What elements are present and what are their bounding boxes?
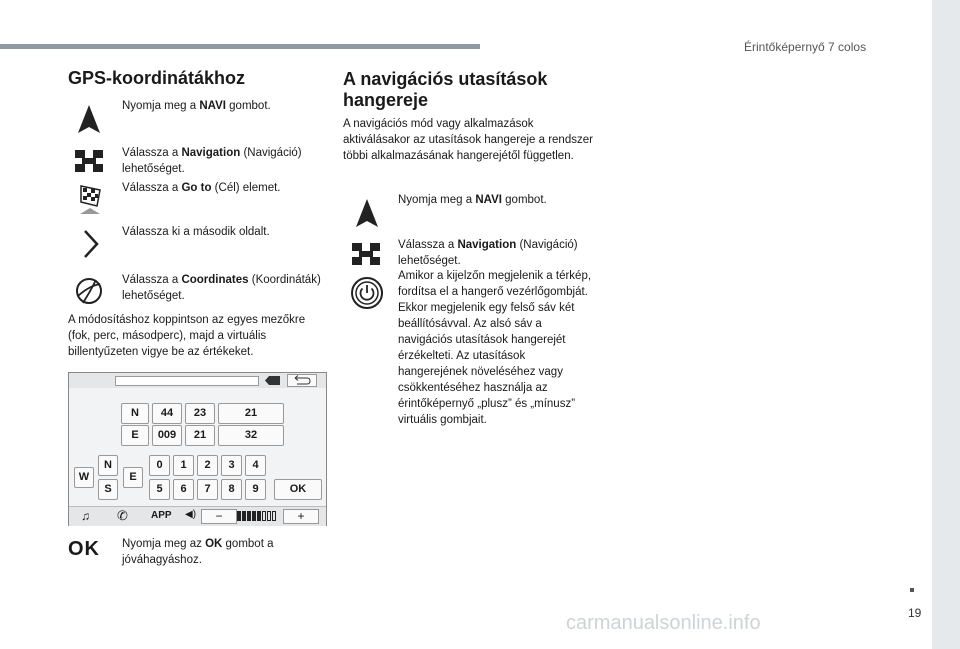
- digit-key[interactable]: 1: [173, 455, 194, 476]
- music-icon[interactable]: ♫: [81, 509, 90, 523]
- digit-key[interactable]: 7: [197, 479, 218, 500]
- return-icon: [287, 374, 317, 387]
- left-step-1: Nyomja meg a NAVI gombot.: [122, 100, 271, 112]
- right-heading: A navigációs utasítások hangereje: [343, 69, 548, 110]
- coord-e-direction[interactable]: E: [121, 425, 149, 446]
- left-step-3: Válassza a Go to (Cél) elemet.: [122, 182, 281, 194]
- right-power-text: Amikor a kijelzőn megjelenik a térkép, fordítsa el a hangerő vezérlőgombját. Ekkor megjelenik egy felső sáv két beállítósávval. Az alsó sáv a navigációs utasítások hangerejét érzékelteti. Az utasítások hangerejének növeléséhez vagy csökkentéséhez használja az érintőképernyő „plusz” és „mínusz” virtuális gombjait.: [398, 270, 592, 426]
- screen-top-bar: [69, 373, 326, 388]
- checkered-flag-icon: [78, 184, 104, 216]
- volume-plus-button[interactable]: +: [283, 509, 319, 524]
- coord-n-degrees[interactable]: 44: [152, 403, 182, 424]
- volume-icon: ◀): [185, 509, 197, 520]
- coord-e-minutes[interactable]: 21: [185, 425, 215, 446]
- left-paragraph: A módosításhoz koppintson az egyes mezőkre (fok, perc, másodperc), majd a virtuális billentyűzeten vigye be az értékeket.: [68, 314, 306, 358]
- digit-key[interactable]: 6: [173, 479, 194, 500]
- digit-key[interactable]: 4: [245, 455, 266, 476]
- left-step-5: Válassza a Coordinates (Koordináták) lehetőséget.: [122, 274, 321, 302]
- digit-key[interactable]: 2: [197, 455, 218, 476]
- navi-arrow-icon: [77, 104, 101, 134]
- ok-icon: OK: [68, 538, 100, 560]
- digit-key[interactable]: 0: [149, 455, 170, 476]
- digit-key[interactable]: 5: [149, 479, 170, 500]
- digit-key[interactable]: 3: [221, 455, 242, 476]
- touchscreen-illustration: [68, 372, 327, 526]
- coord-n-seconds[interactable]: 21: [218, 403, 284, 424]
- compass-n-key[interactable]: N: [98, 455, 118, 476]
- ok-key[interactable]: OK: [274, 479, 322, 500]
- left-step-4: Válassza ki a második oldalt.: [122, 226, 270, 238]
- power-knob-icon: [350, 276, 384, 310]
- compass-s-key[interactable]: S: [98, 479, 118, 500]
- right-paragraph: A navigációs mód vagy alkalmazások aktiválásakor az utasítások hangereje a rendszer többi alkalmazásának hangerejétől független.: [343, 118, 593, 162]
- navigation-menu-icon: [74, 149, 104, 173]
- digit-key[interactable]: 9: [245, 479, 266, 500]
- navi-arrow-icon: [355, 198, 379, 228]
- screen-bottom-bar: [69, 506, 326, 526]
- chevron-right-icon: [82, 229, 100, 259]
- backspace-icon: [265, 375, 281, 386]
- digit-key[interactable]: 8: [221, 479, 242, 500]
- coord-e-degrees[interactable]: 009: [152, 425, 182, 446]
- compass-e-key[interactable]: E: [123, 467, 143, 488]
- entry-field: [115, 376, 259, 386]
- left-heading: GPS-koordinátákhoz: [68, 68, 246, 88]
- left-step-2: Válassza a Navigation (Navigáció) lehetőséget.: [122, 147, 302, 175]
- navigation-menu-icon: [351, 242, 381, 266]
- page-number: 19: [908, 606, 922, 620]
- coord-e-seconds[interactable]: 32: [218, 425, 284, 446]
- watermark: carmanualsonline.info: [566, 612, 761, 634]
- right-step-1: Nyomja meg a NAVI gombot.: [398, 194, 547, 206]
- coord-n-minutes[interactable]: 23: [185, 403, 215, 424]
- compass-w-key[interactable]: W: [74, 467, 94, 488]
- app-button[interactable]: APP: [151, 510, 172, 521]
- phone-icon[interactable]: ✆: [117, 508, 128, 523]
- right-step-2: Válassza a Navigation (Navigáció) lehetőséget.: [398, 239, 578, 267]
- globe-icon: [74, 276, 104, 306]
- coord-n-direction[interactable]: N: [121, 403, 149, 424]
- volume-level-bar: [237, 510, 281, 522]
- volume-minus-button[interactable]: −: [201, 509, 237, 524]
- top-rule: [0, 44, 480, 49]
- page-sidebar: [932, 0, 960, 649]
- page-marker: [910, 588, 914, 592]
- left-ok-step: Nyomja meg az OK gombot a jóváhagyáshoz.: [122, 538, 274, 566]
- section-title: Érintőképernyő 7 colos: [744, 40, 867, 54]
